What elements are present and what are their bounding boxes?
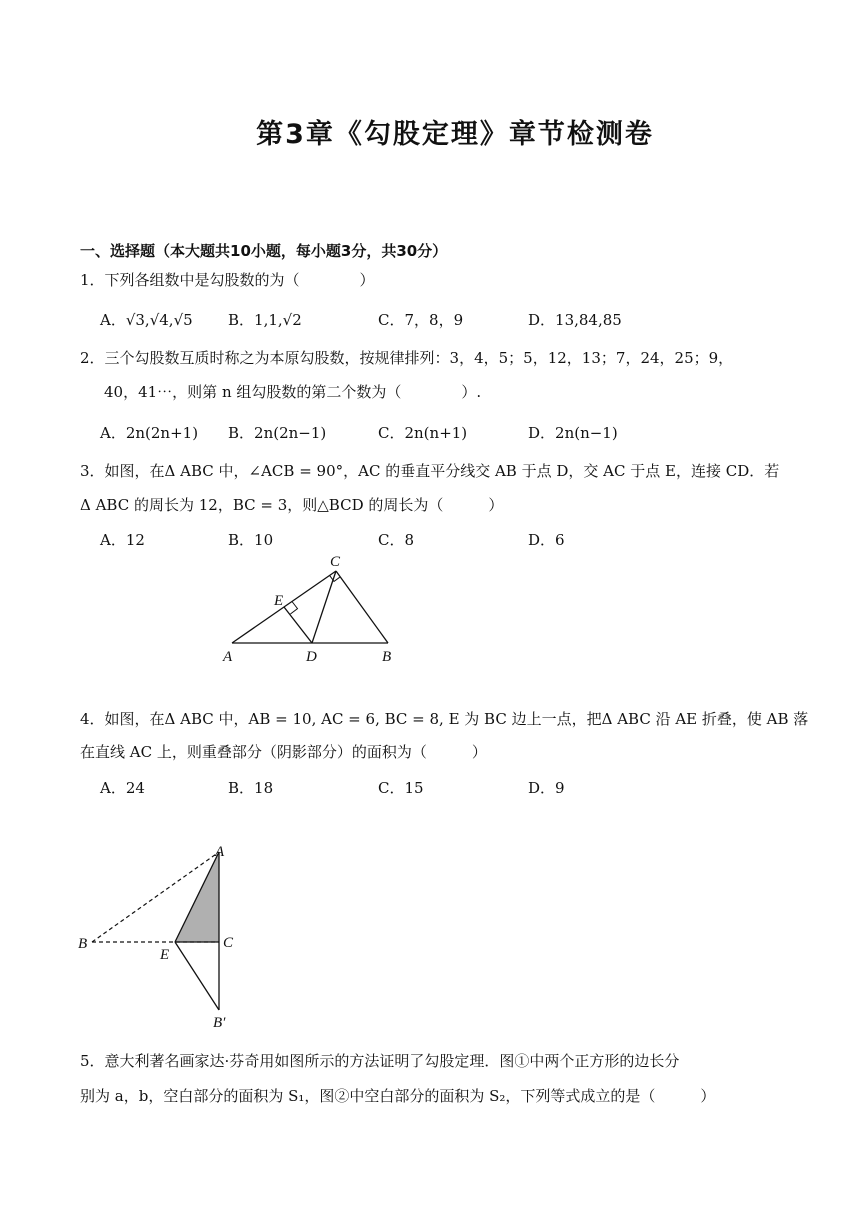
q1-option-c: C．7，8，9: [378, 311, 464, 329]
q4-option-b: B．18: [228, 779, 274, 797]
label-a: A: [215, 844, 225, 860]
label-b: B: [78, 936, 88, 952]
page-title: 第3章《勾股定理》章节检测卷: [256, 119, 654, 150]
label-d: D: [306, 649, 317, 665]
right-angle-mark-e: [290, 602, 297, 615]
q2-line1: 2．三个勾股数互质时称之为本原勾股数，按规律排列：3，4，5；5，12，13；7，24，25；9，: [80, 349, 734, 367]
q3-option-b: B．10: [228, 531, 274, 549]
label-c: C: [330, 554, 341, 570]
q3-triangle-figure: [220, 550, 410, 670]
segment-bc: [336, 571, 388, 643]
q4-option-a: A．24: [100, 779, 145, 797]
segment-e-bprime: [175, 942, 219, 1010]
label-c: C: [223, 935, 234, 951]
q2-option-d: D．2n(n−1): [528, 424, 618, 442]
q4-line2: 在直线 AC 上，则重叠部分（阴影部分）的面积为（ ）: [80, 743, 487, 761]
q4-option-d: D．9: [528, 779, 565, 797]
segment-ed: [284, 607, 312, 643]
q2-option-c: C．2n(n+1): [378, 424, 468, 442]
q3-line2: Δ ABC 的周长为 12，BC = 3，则△BCD 的周长为（ ）: [80, 496, 504, 514]
q1-option-d: D．13,84,85: [528, 311, 622, 329]
q4-line1: 4．如图，在Δ ABC 中，AB = 10, AC = 6, BC = 8, E 为 BC 边上一点，把Δ ABC 沿 AE 折叠，使 AB 落: [80, 710, 809, 728]
label-b-prime: B′: [213, 1015, 226, 1031]
q3-option-a: A．12: [100, 531, 145, 549]
q1-option-b: B．1,1,√2: [228, 311, 302, 329]
q5-line1: 5．意大利著名画家达·芬奇用如图所示的方法证明了勾股定理．图①中两个正方形的边长分: [80, 1052, 680, 1070]
q2-option-b: B．2n(2n−1): [228, 424, 327, 442]
label-b: B: [382, 649, 392, 665]
q2-line2: 40，41⋯，则第 n 组勾股数的第二个数为（ ）.: [104, 383, 482, 401]
label-e: E: [274, 593, 284, 609]
q1-stem: 1．下列各组数中是勾股数的为（ ）: [80, 271, 375, 289]
q1-option-a: A．√3,√4,√5: [100, 311, 193, 329]
q3-option-d: D．6: [528, 531, 565, 549]
segment-cd: [312, 571, 336, 643]
label-a: A: [223, 649, 233, 665]
q4-option-c: C．15: [378, 779, 424, 797]
q3-line1: 3．如图，在Δ ABC 中，∠ACB = 90°，AC 的垂直平分线交 AB 于点 D，交 AC 于点 E，连接 CD．若: [80, 462, 780, 480]
q2-option-a: A．2n(2n+1): [100, 424, 199, 442]
section-heading: 一、选择题（本大题共10小题，每小题3分，共30分）: [80, 242, 448, 260]
q4-fold-figure: [72, 835, 252, 1035]
q5-line2: 别为 a，b，空白部分的面积为 S₁，图②中空白部分的面积为 S₂，下列等式成立的是（ ）: [80, 1087, 716, 1105]
q3-option-c: C．8: [378, 531, 415, 549]
label-e: E: [160, 947, 170, 963]
